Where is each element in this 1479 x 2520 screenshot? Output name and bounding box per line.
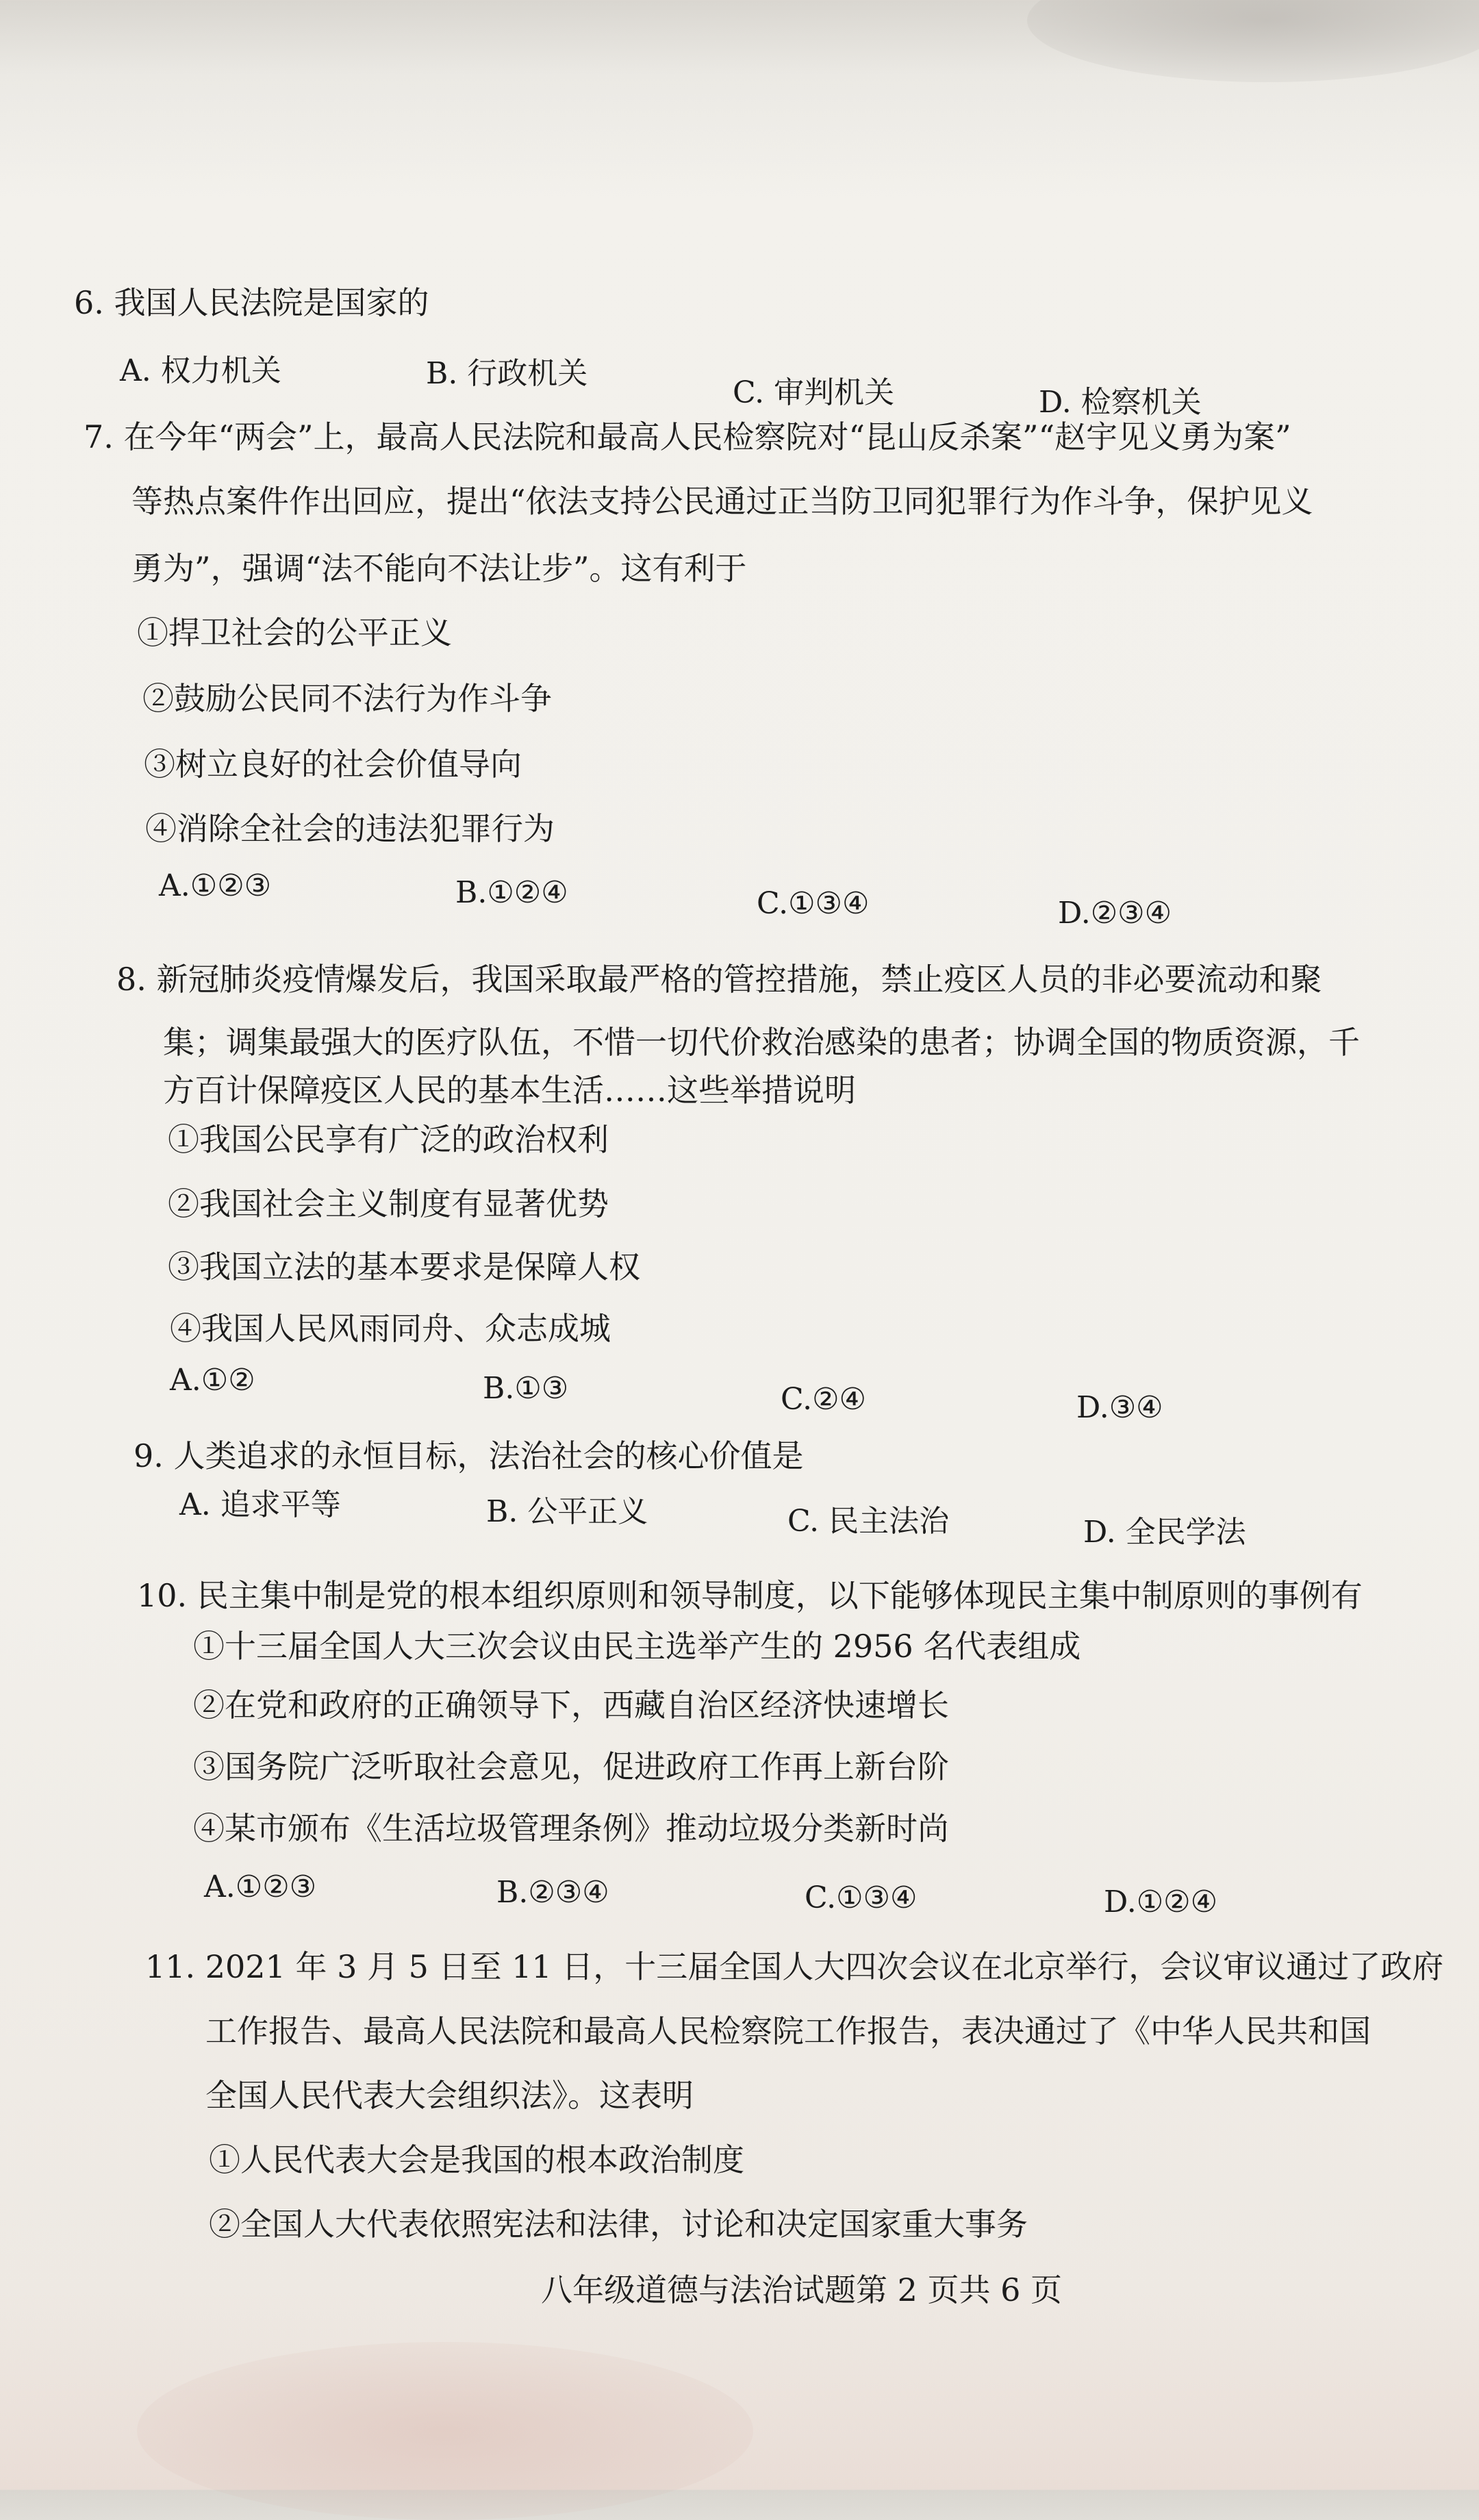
q8-option-b: B.①③ xyxy=(483,1371,569,1406)
q7-option-d: D.②③④ xyxy=(1058,896,1172,931)
q8-stem-line-3: 方百计保障疫区人民的基本生活……这些举措说明 xyxy=(163,1072,856,1109)
q9-option-b: B. 公平正义 xyxy=(486,1494,648,1529)
q6-option-a: A. 权力机关 xyxy=(120,353,281,388)
q8-stem-line-2: 集；调集最强大的医疗队伍，不惜一切代价救治感染的患者；协调全国的物质资源，千 xyxy=(163,1024,1360,1061)
q7-option-c: C.①③④ xyxy=(757,886,870,921)
q10-option-c: C.①③④ xyxy=(805,1880,918,1915)
paper-shadow-top xyxy=(1027,0,1479,82)
q6-option-c: C. 审判机关 xyxy=(733,375,895,410)
q7-option-b: B.①②④ xyxy=(455,875,568,910)
q10-stem: 10. 民主集中制是党的根本组织原则和领导制度，以下能够体现民主集中制原则的事例有 xyxy=(137,1577,1363,1614)
q8-statement-4: ④我国人民风雨同舟、众志成城 xyxy=(170,1310,611,1347)
q6-stem: 6. 我国人民法院是国家的 xyxy=(74,284,429,321)
q10-option-a: A.①②③ xyxy=(204,1869,317,1904)
q7-statement-1: ①捍卫社会的公平正义 xyxy=(137,614,452,651)
q11-statement-1: ①人民代表大会是我国的根本政治制度 xyxy=(209,2141,744,2178)
q7-statement-4: ④消除全社会的违法犯罪行为 xyxy=(145,810,555,847)
q9-option-d: D. 全民学法 xyxy=(1083,1515,1246,1550)
q10-statement-4: ④某市颁布《生活垃圾管理条例》推动垃圾分类新时尚 xyxy=(193,1810,949,1847)
q9-stem: 9. 人类追求的永恒目标，法治社会的核心价值是 xyxy=(134,1437,804,1474)
page-footer: 八年级道德与法治试题第 2 页共 6 页 xyxy=(541,2271,1063,2308)
q9-option-a: A. 追求平等 xyxy=(179,1487,341,1522)
q10-statement-3: ③国务院广泛听取社会意见，促进政府工作再上新台阶 xyxy=(193,1748,949,1785)
q6-option-b: B. 行政机关 xyxy=(426,356,588,391)
q7-statement-3: ③树立良好的社会价值导向 xyxy=(144,746,522,783)
q10-statement-2: ②在党和政府的正确领导下，西藏自治区经济快速增长 xyxy=(193,1687,949,1724)
q8-statement-2: ②我国社会主义制度有显著优势 xyxy=(168,1185,609,1222)
q7-option-a: A.①②③ xyxy=(159,868,272,903)
q8-option-a: A.①② xyxy=(170,1363,255,1398)
q11-stem-line-1: 11. 2021 年 3 月 5 日至 11 日，十三届全国人大四次会议在北京举行，会议审议通过了政府 xyxy=(145,1948,1444,1985)
paper-stain-bottom xyxy=(137,2342,753,2520)
q7-stem-line-2: 等热点案件作出回应，提出“依法支持公民通过正当防卫同犯罪行为作斗争，保护见义 xyxy=(131,483,1313,520)
q10-statement-1: ①十三届全国人大三次会议由民主选举产生的 2956 名代表组成 xyxy=(193,1628,1081,1665)
q6-option-d: D. 检察机关 xyxy=(1039,385,1202,420)
q11-stem-line-2: 工作报告、最高人民法院和最高人民检察院工作报告，表决通过了《中华人民共和国 xyxy=(205,2013,1371,2050)
q8-statement-3: ③我国立法的基本要求是保障人权 xyxy=(168,1248,640,1285)
q8-statement-1: ①我国公民享有广泛的政治权利 xyxy=(168,1121,609,1158)
q7-statement-2: ②鼓励公民同不法行为作斗争 xyxy=(142,680,552,717)
q10-option-d: D.①②④ xyxy=(1104,1885,1218,1919)
q7-stem-line-1: 7. 在今年“两会”上，最高人民法院和最高人民检察院对“昆山反杀案”“赵宇见义勇为案” xyxy=(84,418,1291,455)
q7-stem-line-3: 勇为”，强调“法不能向不法让步”。这有利于 xyxy=(131,550,747,587)
q8-stem-line-1: 8. 新冠肺炎疫情爆发后，我国采取最严格的管控措施，禁止疫区人员的非必要流动和聚 xyxy=(116,961,1322,998)
q9-option-c: C. 民主法治 xyxy=(787,1504,950,1539)
q8-option-c: C.②④ xyxy=(781,1382,866,1417)
q11-statement-2: ②全国人大代表依照宪法和法律，讨论和决定国家重大事务 xyxy=(209,2206,1028,2243)
q8-option-d: D.③④ xyxy=(1076,1390,1163,1425)
q10-option-b: B.②③④ xyxy=(496,1875,609,1910)
q11-stem-line-3: 全国人民代表大会组织法》。这表明 xyxy=(205,2077,694,2114)
